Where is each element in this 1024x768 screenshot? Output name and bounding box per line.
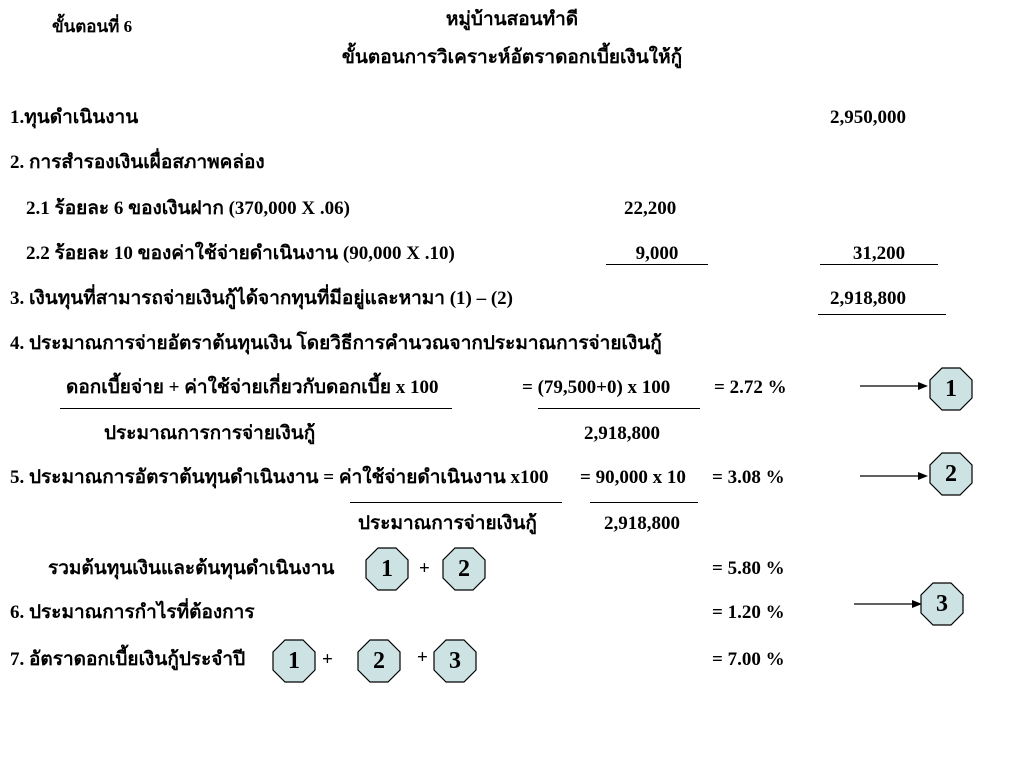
- row1-label: 1.ทุนดำเนินงาน: [10, 107, 139, 128]
- badge-three-icon: [920, 582, 964, 626]
- row4-label: 4. ประมาณการจ่ายอัตราต้นทุนเงิน โดยวิธีการคำนวณจากประมาณการจ่ายเงินกู้: [10, 333, 662, 354]
- row3-total-underline: [818, 314, 946, 315]
- badge-three-label: 3: [449, 647, 461, 674]
- row2-2-label: 2.2 ร้อยละ 10 ของค่าใช้จ่ายดำเนินงาน (90,000 X .10): [26, 243, 455, 264]
- badge-two-icon: [357, 639, 401, 683]
- arrow-right-icon: [860, 470, 930, 482]
- row4-calc-line: [538, 408, 700, 409]
- row2-2-value: 9,000: [635, 243, 679, 264]
- row7-label: 7. อัตราดอกเบี้ยเงินกู้ประจำปี: [10, 649, 246, 670]
- row4-fraction-line: [60, 408, 452, 409]
- badge-two-icon: [442, 547, 486, 591]
- row6-result: = 1.20 %: [712, 602, 785, 623]
- row5-calc-denominator: 2,918,800: [604, 513, 680, 534]
- badge-two-label: 2: [373, 647, 385, 674]
- row3-total: 2,918,800: [830, 288, 906, 309]
- row5-label: 5. ประมาณการอัตราต้นทุนดำเนินงาน = ค่าใช้จ่ายดำเนินงาน x100: [10, 467, 549, 488]
- row5-calc-line: [590, 502, 698, 503]
- badge-one-icon: [272, 639, 316, 683]
- sum-label: รวมต้นทุนเงินและต้นทุนดำเนินงาน: [48, 558, 335, 579]
- row5-calc-numerator: = 90,000 x 10: [580, 467, 686, 488]
- badge-three-label: 3: [936, 590, 948, 617]
- row5-denominator: ประมาณการจ่ายเงินกู้: [358, 513, 537, 534]
- arrow-right-icon: [854, 598, 924, 610]
- step-label: ขั้นตอนที่ 6: [52, 17, 133, 36]
- badge-two-label: 2: [945, 460, 957, 487]
- row4-calc-denominator: 2,918,800: [584, 423, 660, 444]
- badge-one-label: 1: [288, 647, 300, 674]
- row2-1-value: 22,200: [624, 198, 677, 219]
- row6-label: 6. ประมาณการกำไรที่ต้องการ: [10, 602, 255, 623]
- badge-three-icon: [433, 639, 477, 683]
- row2-label: 2. การสำรองเงินเผื่อสภาพคล่อง: [10, 152, 265, 173]
- row4-denominator: ประมาณการการจ่ายเงินกู้: [104, 423, 316, 444]
- row4-numerator: ดอกเบี้ยจ่าย + ค่าใช้จ่ายเกี่ยวกับดอกเบี้ย x 100: [66, 377, 439, 398]
- page-title: ขั้นตอนการวิเคราะห์อัตราดอกเบี้ยเงินให้กู้: [341, 47, 683, 68]
- row5-result: = 3.08 %: [712, 467, 785, 488]
- row7-plus-1: +: [322, 649, 333, 670]
- row5-fraction-line: [350, 502, 562, 503]
- badge-two-icon: [929, 452, 973, 496]
- village-name: หมู่บ้านสอนทำดี: [445, 9, 579, 30]
- row4-result: = 2.72 %: [714, 377, 787, 398]
- badge-one-label: 1: [945, 375, 957, 402]
- sum-plus: +: [419, 558, 430, 579]
- row1-total: 2,950,000: [830, 107, 906, 128]
- sum-result: = 5.80 %: [712, 558, 785, 579]
- row2-2-total: 31,200: [852, 243, 906, 264]
- row2-2-value-underline: [606, 264, 708, 265]
- row2-2-total-underline: [820, 264, 938, 265]
- badge-one-label: 1: [381, 555, 393, 582]
- row4-calc-numerator: = (79,500+0) x 100: [522, 377, 671, 398]
- row7-plus-2: +: [417, 647, 428, 668]
- row3-label: 3. เงินทุนที่สามารถจ่ายเงินกู้ได้จากทุนที่มีอยู่และหามา (1) – (2): [10, 288, 514, 309]
- arrow-right-icon: [860, 380, 930, 392]
- badge-two-label: 2: [458, 555, 470, 582]
- badge-one-icon: [365, 547, 409, 591]
- row7-result: = 7.00 %: [712, 649, 785, 670]
- row2-1-label: 2.1 ร้อยละ 6 ของเงินฝาก (370,000 X .06): [26, 198, 350, 219]
- badge-one-icon: [929, 367, 973, 411]
